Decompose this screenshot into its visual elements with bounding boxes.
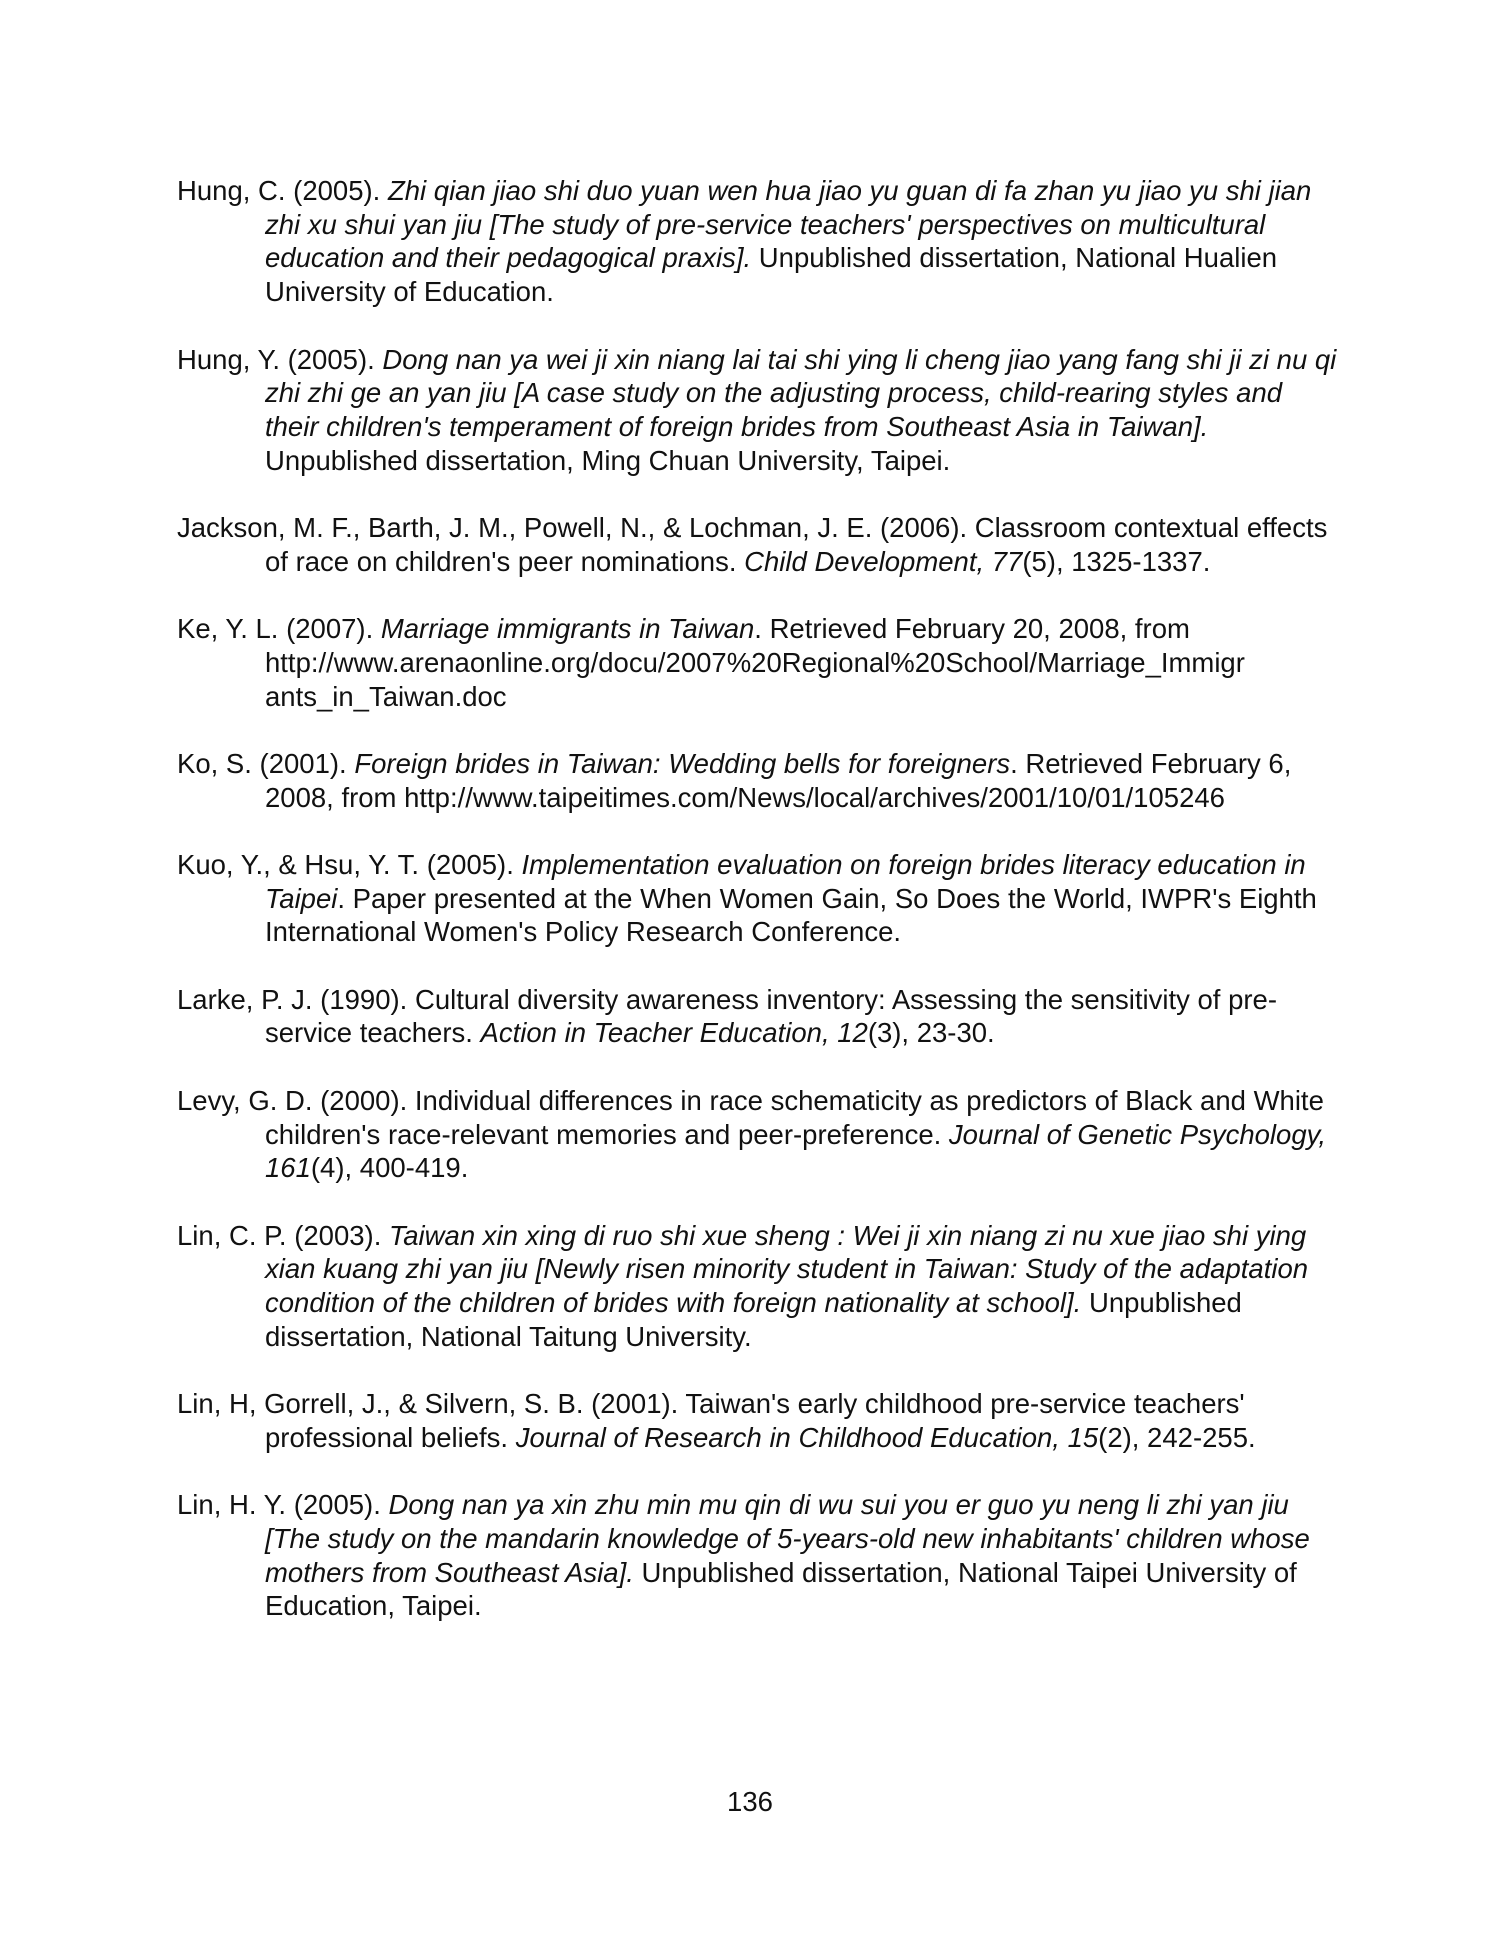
reference-text: (4), 400-419. [310, 1152, 469, 1184]
reference-entry [177, 848, 1337, 949]
reference-italic-text: Taiwan xin xing di ruo shi xue sheng : Wei ji xin niang zi nu xue jiao shi ying xian kuang zhi yan jiu [Newly risen minority student in Taiwan: Study of the adaptation condition of the children of brides with foreign nationality at school]. [265, 1219, 1309, 1319]
reference-entry [177, 511, 1337, 578]
reference-italic-text: Marriage immigrants in Taiwan [380, 613, 755, 645]
reference-text: Unpublished dissertation, National Taipei University of Education, Taipei. [265, 1556, 1297, 1622]
reference-entry [177, 1219, 1337, 1354]
reference-text: Hung, Y. (2005). [177, 343, 383, 375]
reference-italic-text: Implementation evaluation on foreign brides literacy education in Taipei [265, 848, 1306, 914]
reference-italic-text: Journal of Genetic Psychology, 161 [265, 1118, 1326, 1184]
reference-text: Levy, G. D. (2000). Individual differences in race schematicity as predictors of Black and White children's race-relevant memories and peer-preference. [177, 1084, 1324, 1150]
reference-text: Unpublished dissertation, National Taitung University. [265, 1287, 1242, 1352]
reference-text: . Paper presented at the When Women Gain, So Does the World, IWPR's Eighth International Women's Policy Research Conference. [265, 882, 1317, 948]
reference-entry [177, 747, 1337, 814]
reference-text: Ko, S. (2001). [177, 747, 355, 779]
reference-entry [177, 1084, 1337, 1185]
reference-entry [177, 1488, 1337, 1623]
reference-text: Unpublished dissertation, National Hualien University of Education. [265, 242, 1278, 308]
reference-text: (2), 242-255. [1098, 1421, 1256, 1453]
reference-text: Jackson, M. F., Barth, J. M., Powell, N., & Lochman, J. E. (2006). Classroom contextual effects of race on children's peer nominations. [177, 512, 1328, 577]
reference-entry [177, 983, 1337, 1050]
reference-entry [177, 343, 1337, 478]
reference-italic-text: Zhi qian jiao shi duo yuan wen hua jiao yu guan di fa zhan yu jiao yu shi jian zhi xu shui yan jiu [The study of pre-service teachers' perspectives on multicultural education and their pedagogical praxis]. [265, 175, 1312, 274]
reference-italic-text: Dong nan ya xin zhu min mu qin di wu sui you er guo yu neng li zhi yan jiu [The study on the mandarin knowledge of 5-years-old new inhabitants' children whose mothers from Southeast Asia]. [265, 1489, 1310, 1588]
reference-text: . Retrieved February 6, 2008, from http://www.taipeitimes.com/News/local/archives/2001/10/01/105246 [265, 747, 1292, 813]
reference-text: Ke, Y. L. (2007). [177, 613, 381, 645]
reference-text: Kuo, Y., & Hsu, Y. T. (2005). [177, 848, 522, 880]
reference-text: . Retrieved February 20, 2008, from http://www.arenaonline.org/docu/2007%20Regional%20School/Marriage_Immigr ants_in_Taiwan.doc [265, 613, 1245, 712]
reference-entry [177, 612, 1337, 713]
reference-text: Lin, H, Gorrell, J., & Silvern, S. B. (2001). Taiwan's early childhood pre-service teachers' professional beliefs. [177, 1388, 1245, 1453]
reference-text: (5), 1325-1337. [1022, 545, 1211, 577]
reference-italic-text: Action in Teacher Education, 12 [480, 1017, 868, 1049]
reference-text: Hung, C. (2005). [177, 175, 388, 206]
reference-text: Lin, H. Y. (2005). [177, 1489, 389, 1521]
reference-italic-text: Journal of Research in Childhood Education, 15 [515, 1421, 1099, 1453]
page-number: 136 [727, 1786, 773, 1817]
reference-italic-text: Foreign brides in Taiwan: Wedding bells for foreigners [354, 747, 1011, 779]
reference-text: (3), 23-30. [867, 1017, 995, 1049]
reference-entry [177, 174, 1337, 309]
reference-text: Larke, P. J. (1990). Cultural diversity awareness inventory: Assessing the sensitivity of pre-service teachers. [177, 983, 1277, 1049]
reference-italic-text: Dong nan ya wei ji xin niang lai tai shi ying li cheng jiao yang fang shi ji zi nu qi zhi zhi ge an yan jiu [A case study on the adjusting process, child-rearing styles and their children's temperament of foreign brides from Southeast Asia in Taiwan]. [265, 343, 1337, 442]
reference-italic-text: Child Development, 77 [744, 545, 1023, 577]
reference-entry [177, 1387, 1337, 1454]
reference-list [177, 174, 1337, 1657]
reference-text: Unpublished dissertation, Ming Chuan University, Taipei. [265, 444, 951, 476]
reference-text: Lin, C. P. (2003). [177, 1219, 389, 1251]
